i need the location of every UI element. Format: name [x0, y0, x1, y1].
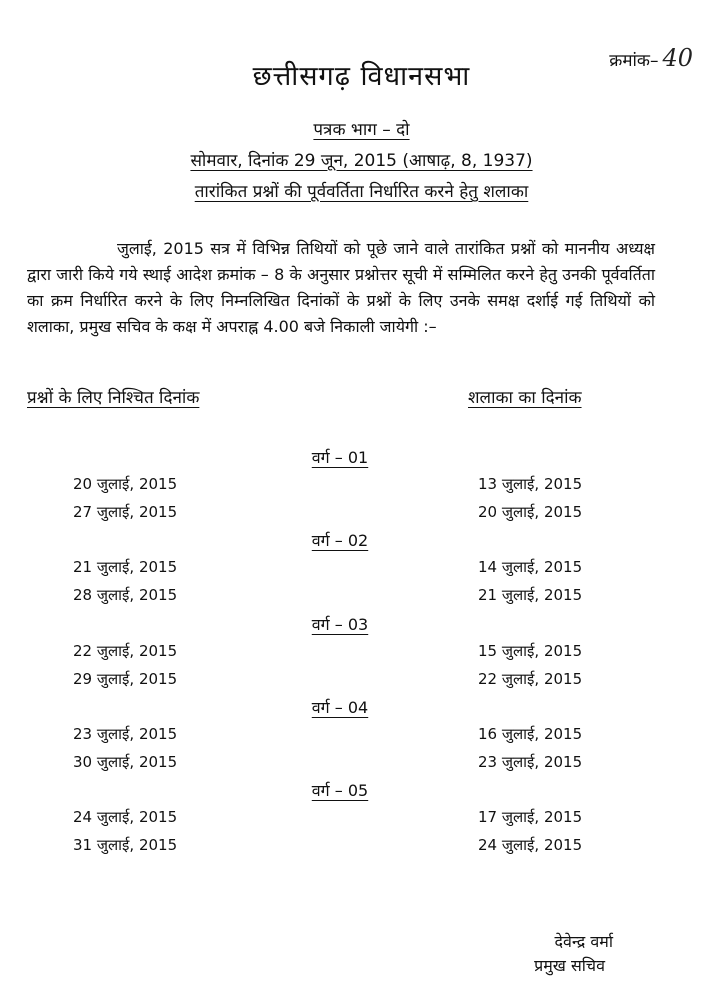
draw-date: 16 जुलाई, 2015: [478, 725, 583, 743]
draw-date: 14 जुलाई, 2015: [478, 558, 583, 576]
draw-date: 21 जुलाई, 2015: [478, 586, 583, 604]
heading-date: सोमवार, दिनांक 29 जून, 2015 (आषाढ़, 8, 1937): [190, 151, 533, 171]
group-label: वर्ग – 04: [311, 698, 369, 717]
draw-date: 23 जुलाई, 2015: [478, 753, 583, 771]
draw-date: 15 जुलाई, 2015: [478, 642, 583, 660]
heading-subject: तारांकित प्रश्नों की पूर्ववर्तिता निर्धारित करने हेतु शलाका: [194, 182, 529, 202]
question-date: 24 जुलाई, 2015: [73, 808, 178, 826]
group-label: वर्ग – 03: [311, 615, 369, 634]
document-title: छत्तीसगढ़ विधानसभा: [252, 61, 471, 92]
signatory-name: देवेन्द्र वर्मा: [554, 932, 613, 951]
heading-part: पत्रक भाग – दो: [313, 120, 410, 140]
paragraph-text: जुलाई, 2015 सत्र में विभिन्न तिथियों को पूछे जाने वाले तारांकित प्रश्नों को माननीय अध्यक्ष द्वारा जारी किये गये स्थाई आदेश क्रमांक – 8 के अनुसार प्रश्नोत्तर सूची में सम्मिलित करने हेतु उनकी पूर्ववर्तिता का क्रम निर्धारित करने के लिए निम्नलिखित दिनांकों के प्रश्नों के लिए उनके समक्ष दर्शाई गई तिथियों को शलाका, प्रमुख सचिव के कक्ष में अपराह्न 4.00 बजे निकाली जायेगी :–: [27, 239, 655, 336]
group-label: वर्ग – 02: [311, 531, 369, 550]
serial-label: क्रमांक–: [609, 51, 659, 71]
question-date: 23 जुलाई, 2015: [73, 725, 178, 743]
group-label: वर्ग – 01: [311, 448, 369, 467]
question-date: 29 जुलाई, 2015: [73, 670, 178, 688]
draw-date: 17 जुलाई, 2015: [478, 808, 583, 826]
draw-date: 22 जुलाई, 2015: [478, 670, 583, 688]
question-date: 31 जुलाई, 2015: [73, 836, 178, 854]
column-header-question-date: प्रश्नों के लिए निश्चित दिनांक: [27, 388, 200, 408]
draw-date: 24 जुलाई, 2015: [478, 836, 583, 854]
question-date: 30 जुलाई, 2015: [73, 753, 178, 771]
column-header-draw-date: शलाका का दिनांक: [468, 388, 582, 408]
draw-date: 13 जुलाई, 2015: [478, 475, 583, 493]
question-date: 27 जुलाई, 2015: [73, 503, 178, 521]
question-date: 28 जुलाई, 2015: [73, 586, 178, 604]
body-paragraph: [27, 236, 655, 340]
signatory-designation: प्रमुख सचिव: [534, 956, 605, 975]
question-date: 21 जुलाई, 2015: [73, 558, 178, 576]
question-date: 20 जुलाई, 2015: [73, 475, 178, 493]
draw-date: 20 जुलाई, 2015: [478, 503, 583, 521]
question-date: 22 जुलाई, 2015: [73, 642, 178, 660]
serial-handwritten-number: 40: [662, 44, 693, 72]
group-label: वर्ग – 05: [311, 781, 369, 800]
